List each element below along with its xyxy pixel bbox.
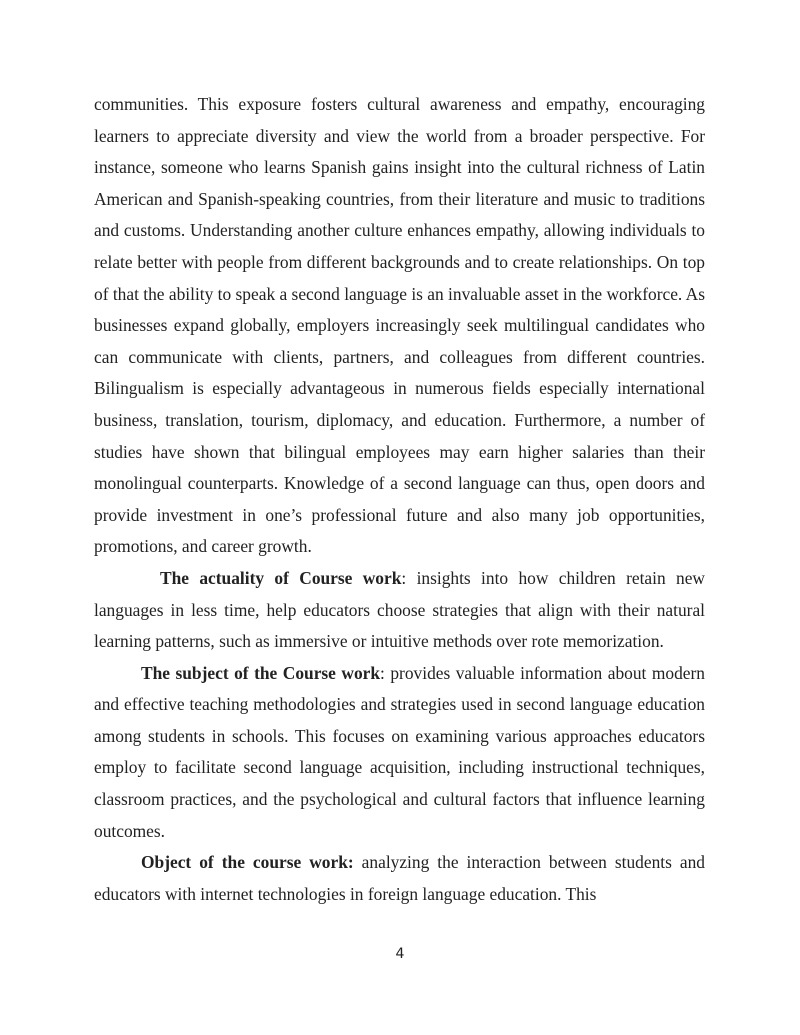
paragraph-heading: The subject of the Course work [141,662,381,683]
paragraph-text: : insights into how children retain new languages in less time, help educators choose strategies that align with their natural learning patterns, such as immersive or intuitive methods over rote memorization. [94,567,705,652]
paragraph-object [94,847,705,910]
paragraph-subject [94,658,705,848]
body-text [94,89,705,910]
paragraph-text: communities. This exposure fosters cultural awareness and empathy, encouraging learners to appreciate diversity and view the world from a broader perspective. For instance, someone who learns Spanish gains insight into the cultural richness of Latin American and Spanish-speaking countries, from their literature and music to traditions and customs. Understanding another culture enhances empathy, allowing individuals to relate better with people from different backgrounds and to create relationships. On top of that the ability to speak a second language is an invaluable asset in the workforce. As businesses expand globally, employers increasingly seek multilingual candidates who can communicate with clients, partners, and colleagues from different countries. Bilingualism is especially advantageous in numerous fields especially international business, translation, tourism, diplomacy, and education. Furthermore, a number of studies have shown that bilingual employees may earn higher salaries than their monolingual counterparts. Knowledge of a second language can thus, open doors and provide investment in one’s professional future and also many job opportunities, promotions, and career growth. [94,94,705,557]
paragraph-continuation [94,89,705,563]
paragraph-text: analyzing the interaction between students and educators with internet technologies in foreign language education. This [94,852,705,904]
paragraph-actuality [94,563,705,658]
paragraph-heading: The actuality of Course work [160,567,402,588]
paragraph-text: : provides valuable information about modern and effective teaching methodologies and strategies used in second language education among students in schools. This focuses on examining various approaches educators employ to facilitate second language acquisition, including instructional techniques, classroom practices, and the psychological and cultural factors that influence learning outcomes. [94,662,705,841]
page-number: 4 [395,946,405,962]
paragraph-heading: Object of the course work: [141,852,354,873]
